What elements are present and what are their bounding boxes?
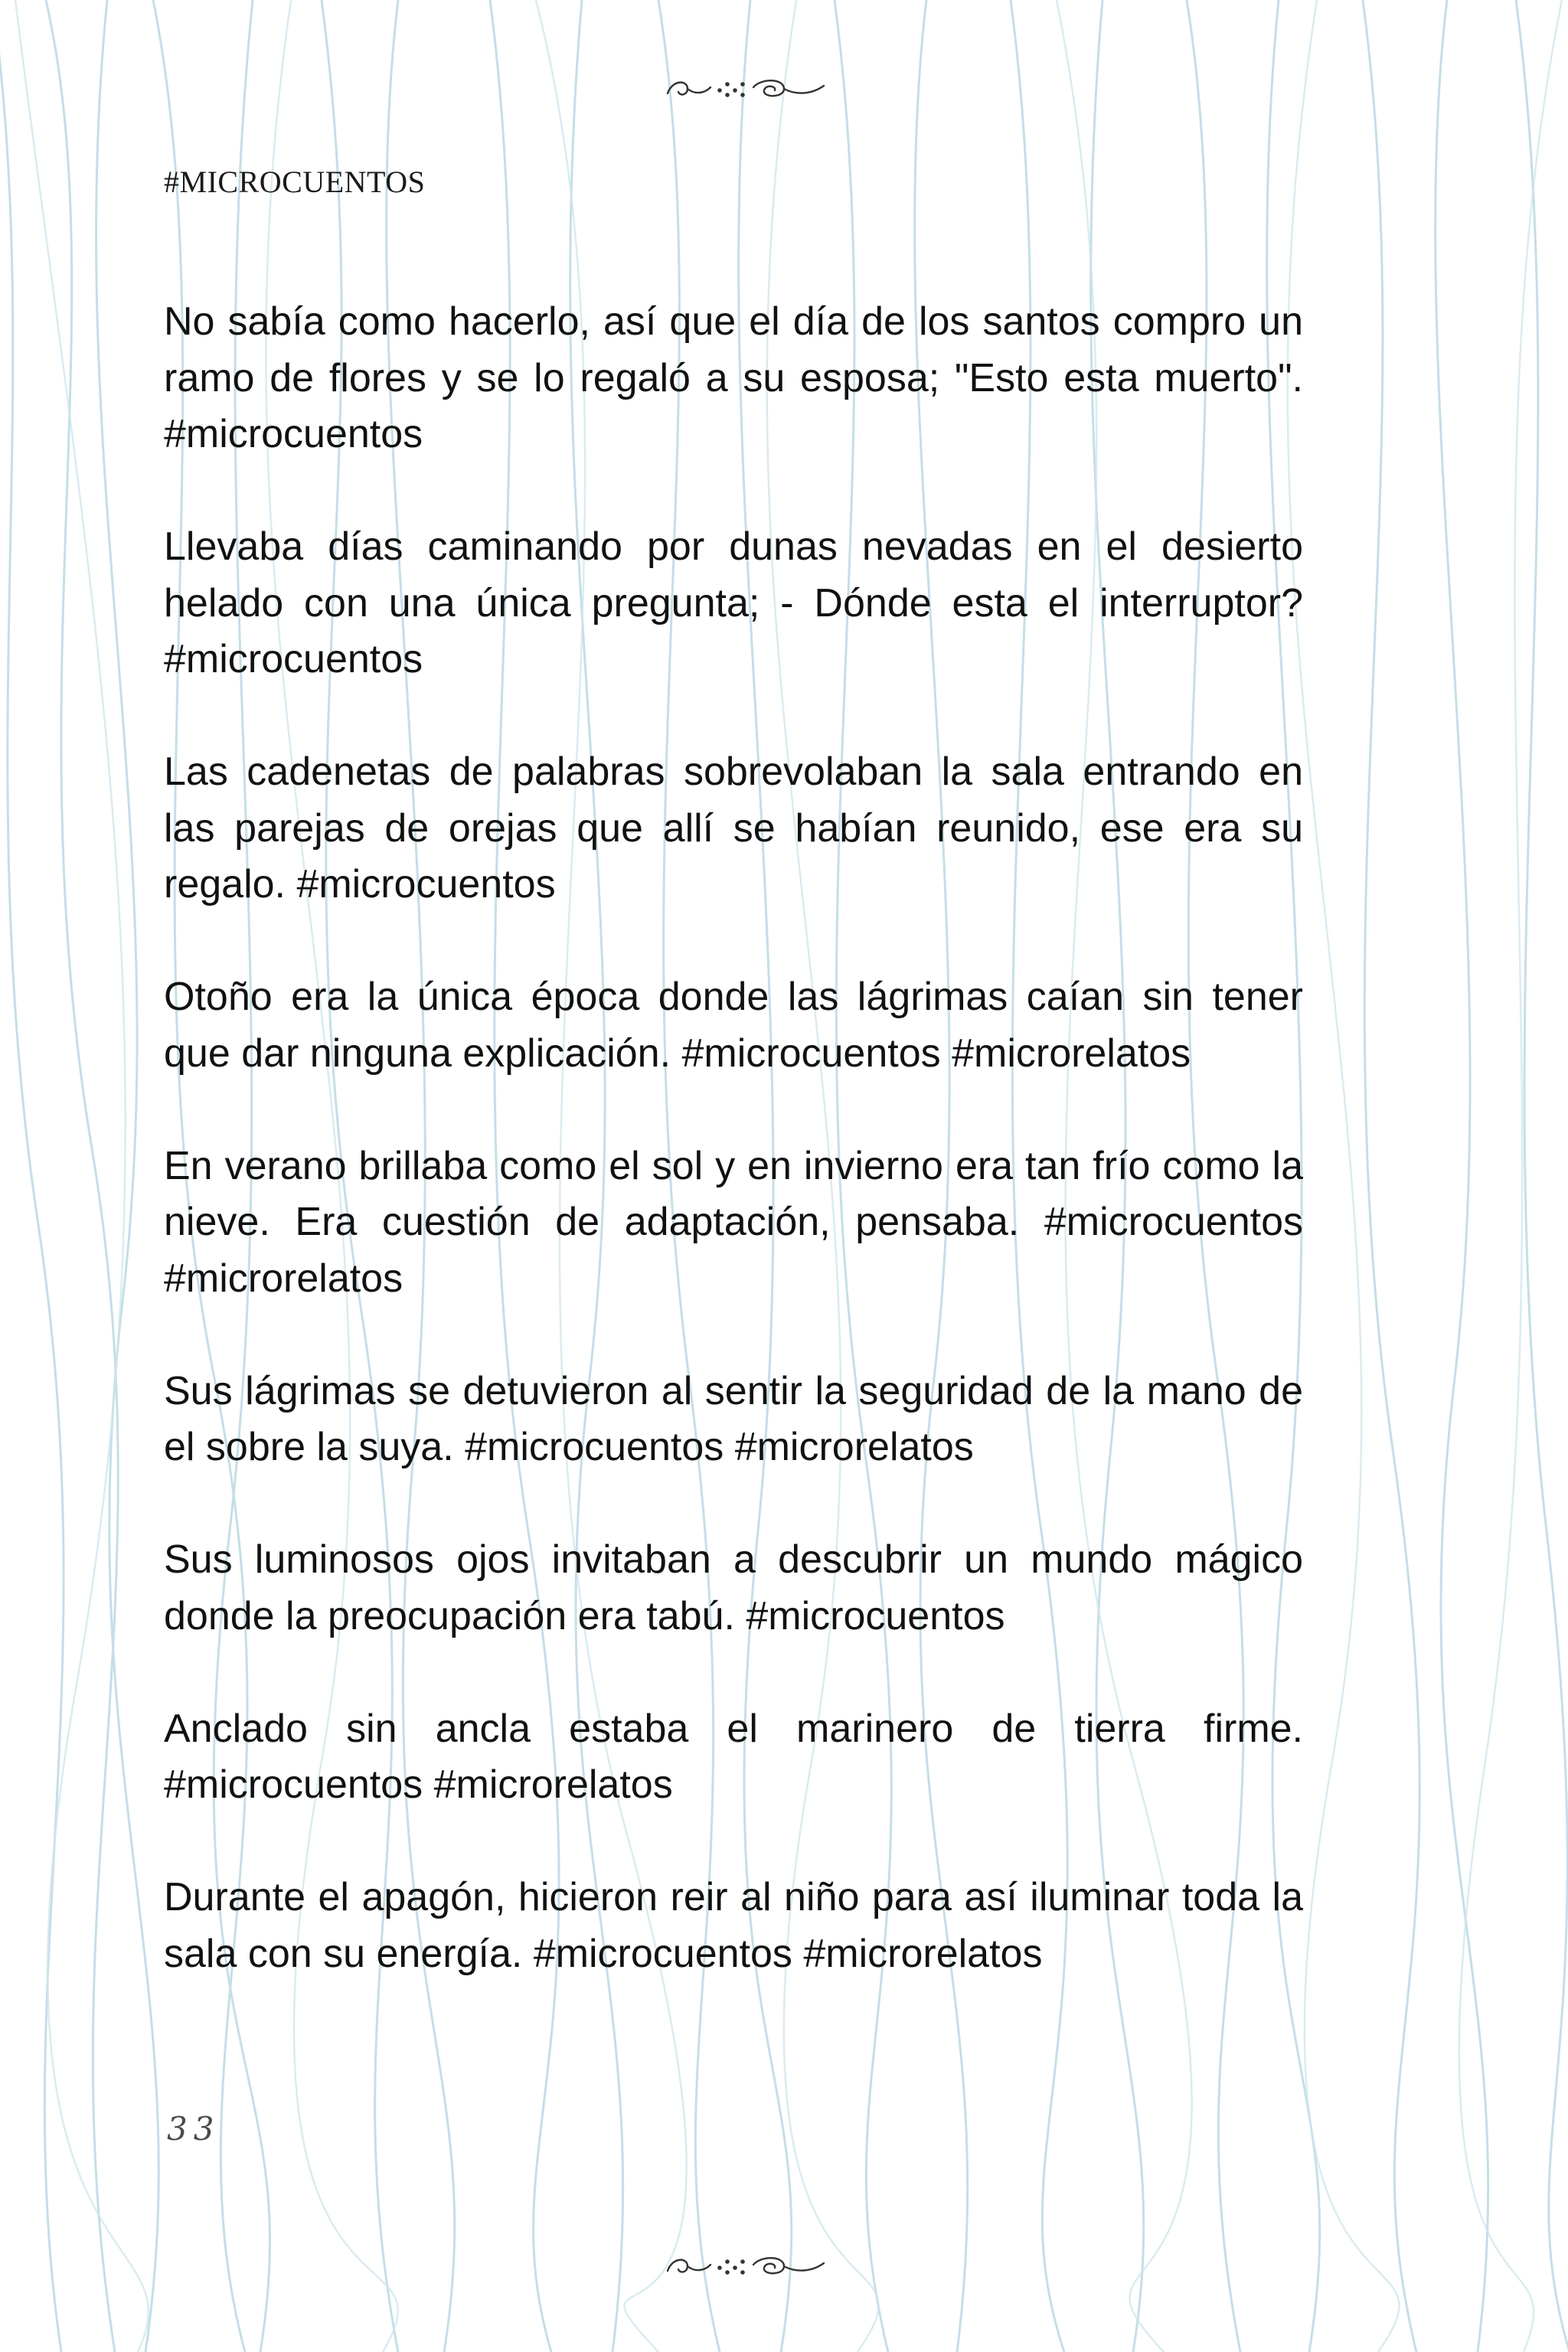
story-6: Sus lágrimas se detuvieron al sentir la seguridad de la mano de el sobre la suya. #microcuentos #microrelatos — [164, 1368, 1303, 1469]
story-list — [164, 294, 1303, 1982]
flourish-ornament-icon — [662, 74, 830, 104]
section-heading: #MICROCUENTOS — [164, 165, 426, 199]
story-4: Otoño era la única época donde las lágrimas caían sin tener que dar ninguna explicación. #microcuentos #microrelatos — [164, 975, 1303, 1076]
story-7: Sus luminosos ojos invitaban a descubrir un mundo mágico donde la preocupación era tabú. #microcuentos — [164, 1537, 1303, 1638]
page-number: 33 — [167, 2110, 220, 2148]
story-9: Durante el apagón, hicieron reir al niño para así iluminar toda la sala con su energía. #microcuentos #microrelatos — [164, 1875, 1303, 1976]
story-1: No sabía como hacerlo, así que el día de los santos compro un ramo de flores y se lo regaló a su esposa; "Esto esta muerto". #microcuentos — [164, 299, 1303, 456]
story-8: Anclado sin ancla estaba el marinero de tierra firme. #microcuentos #microrelatos — [164, 1706, 1303, 1807]
story-3: Las cadenetas de palabras sobrevolaban la sala entrando en las parejas de orejas que allí se habían reunido, ese era su regalo. #microcuentos — [164, 750, 1303, 906]
story-5: En verano brillaba como el sol y en invierno era tan frío como la nieve. Era cuestión de adaptación, pensaba. #microcuentos #microrelatos — [164, 1143, 1303, 1301]
flourish-ornament-icon — [662, 2251, 830, 2282]
story-2: Llevaba días caminando por dunas nevadas en el desierto helado con una única pregunta; - Dónde esta el interruptor? #microcuentos — [164, 524, 1303, 681]
